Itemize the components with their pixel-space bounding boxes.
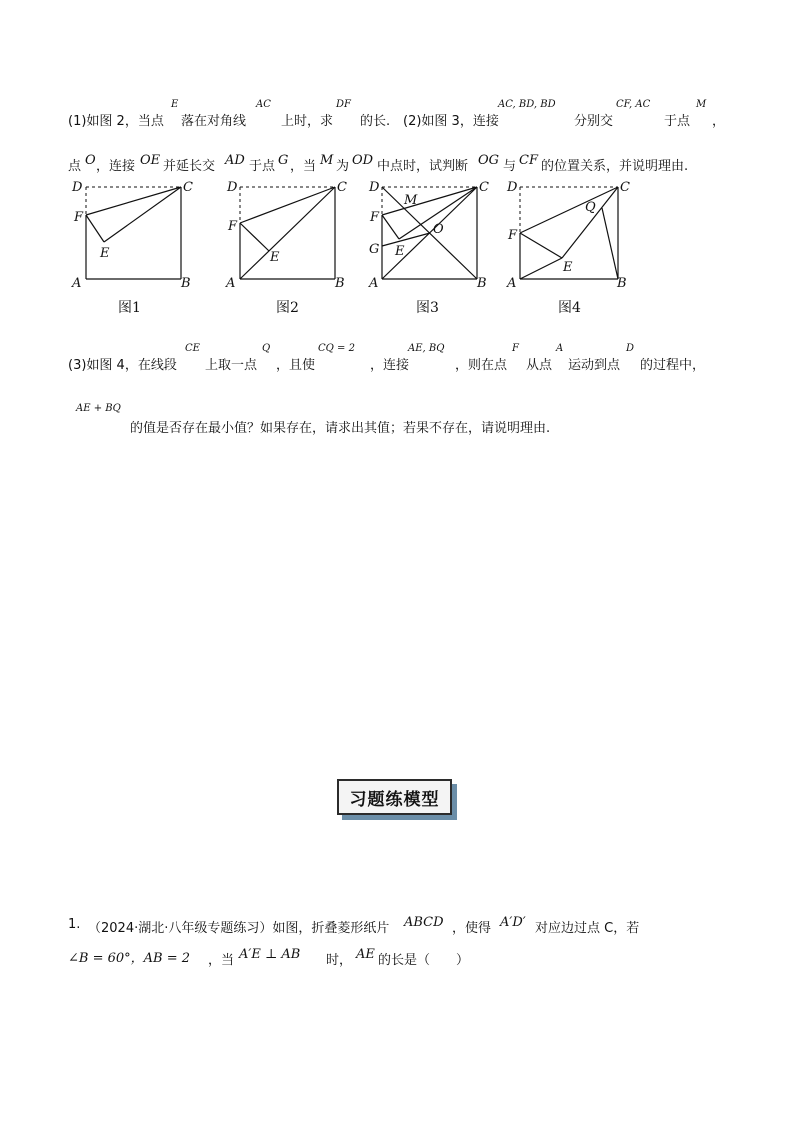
text-segment: 与 (503, 159, 517, 174)
math-var: G (278, 153, 289, 168)
svg-text:C: C (620, 180, 630, 195)
math-var: OG (478, 153, 500, 168)
math-var: D (626, 343, 635, 354)
svg-text:A: A (507, 276, 517, 291)
math-var: O (85, 153, 96, 168)
svg-text:M: M (404, 193, 418, 208)
math-var: E (171, 99, 179, 110)
text-segment: ，当 (290, 159, 317, 174)
math-var: AD (225, 153, 245, 168)
text-segment: 的长是（ ） (378, 953, 470, 968)
banner-title: 习题练模型 (337, 779, 452, 815)
math-var: AE (356, 947, 375, 962)
svg-text:C: C (183, 180, 193, 195)
text-segment: (1)如图 2，当点 (68, 114, 164, 129)
math-expression: ∠B = 60°，AB = 2 (68, 951, 191, 966)
math-var: OD (352, 153, 374, 168)
text-segment: 从点 (526, 358, 553, 373)
svg-text:B: B (617, 276, 627, 291)
text-segment: 中点时，试判断 (377, 159, 469, 174)
figure-caption: 图4 (558, 300, 581, 316)
figure-3 (368, 175, 503, 299)
text-segment: ，使得 (452, 921, 492, 936)
text-segment: ，且使 (276, 358, 316, 373)
svg-text:D: D (507, 180, 518, 195)
svg-text:D: D (227, 180, 238, 195)
svg-text:E: E (563, 260, 573, 275)
text-segment: ，连接 (370, 358, 410, 373)
svg-text:O: O (433, 222, 444, 237)
svg-text:D: D (72, 180, 83, 195)
svg-text:B: B (335, 276, 345, 291)
svg-text:B: B (181, 276, 191, 291)
math-var: AC (256, 99, 271, 110)
figure-1 (68, 175, 198, 299)
text-segment: ，连接 (96, 159, 136, 174)
math-var: CF (519, 153, 538, 168)
figure-4 (505, 175, 640, 299)
svg-text:E: E (395, 244, 405, 259)
svg-text:F: F (370, 210, 380, 225)
text-segment: 为 (336, 159, 350, 174)
svg-text:F: F (508, 228, 518, 243)
math-var: OE (140, 153, 161, 168)
text-segment: (3)如图 4，在线段 (68, 358, 177, 373)
text-segment: 的过程中， (640, 358, 706, 373)
svg-text:E: E (270, 250, 280, 265)
text-segment: 分别交 (574, 114, 614, 129)
text-segment: 于点 (664, 114, 691, 129)
section-banner (337, 779, 458, 819)
math-var: CQ = 2 (318, 343, 355, 354)
text-segment: 点 (68, 159, 82, 174)
figure-caption: 图1 (118, 300, 141, 316)
question-number: 1. (68, 917, 81, 932)
question-source: （2024·湖北·八年级专题练习）如图，折叠菱形纸片 (88, 921, 390, 936)
math-expression: AE + BQ (76, 403, 121, 414)
text-segment: 上取一点 (205, 358, 258, 373)
math-var: F (512, 343, 519, 354)
svg-text:E: E (100, 246, 110, 261)
text-segment: (2)如图 3，连接 (403, 114, 499, 129)
math-var: ABCD (404, 915, 444, 930)
svg-text:F: F (74, 210, 84, 225)
svg-text:D: D (369, 180, 380, 195)
text-segment: 上时，求 (281, 114, 334, 129)
math-var: AE, BQ (408, 343, 445, 354)
text-segment: 落在对角线 (181, 114, 247, 129)
math-var: A′D′ (500, 915, 526, 930)
text-segment: 并延长交 (163, 159, 216, 174)
math-var: DF (336, 99, 351, 110)
svg-text:A: A (72, 276, 82, 291)
figure-caption: 图3 (416, 300, 439, 316)
figure-2 (225, 175, 355, 299)
text-segment: 的长. (360, 114, 391, 129)
svg-text:F: F (228, 219, 238, 234)
svg-text:C: C (479, 180, 489, 195)
math-expression: A′E ⊥ AB (239, 947, 301, 962)
math-var: AC, BD, BD (498, 99, 556, 110)
math-var: Q (262, 343, 271, 354)
figure-caption: 图2 (276, 300, 299, 316)
svg-text:A: A (369, 276, 379, 291)
svg-text:B: B (477, 276, 487, 291)
text-segment: ，则在点 (455, 358, 508, 373)
svg-text:A: A (226, 276, 236, 291)
text-segment: 的位置关系，并说明理由. (541, 159, 689, 174)
math-var: CF, AC (616, 99, 651, 110)
text-segment: 对应边过点 C，若 (535, 921, 640, 936)
math-var: M (696, 99, 707, 110)
math-var: A (556, 343, 564, 354)
text-segment: 于点 (249, 159, 276, 174)
text-segment: 时， (326, 953, 353, 968)
text-segment: ，当 (208, 953, 235, 968)
svg-text:Q: Q (585, 200, 596, 215)
math-var: M (320, 153, 334, 168)
svg-text:C: C (337, 180, 347, 195)
text-segment: 运动到点 (568, 358, 621, 373)
math-var: CE (185, 343, 200, 354)
svg-text:G: G (369, 242, 380, 257)
text-segment: ， (712, 114, 726, 129)
text-segment: 的值是否存在最小值？如果存在，请求出其值；若果不存在，请说明理由. (130, 421, 551, 436)
